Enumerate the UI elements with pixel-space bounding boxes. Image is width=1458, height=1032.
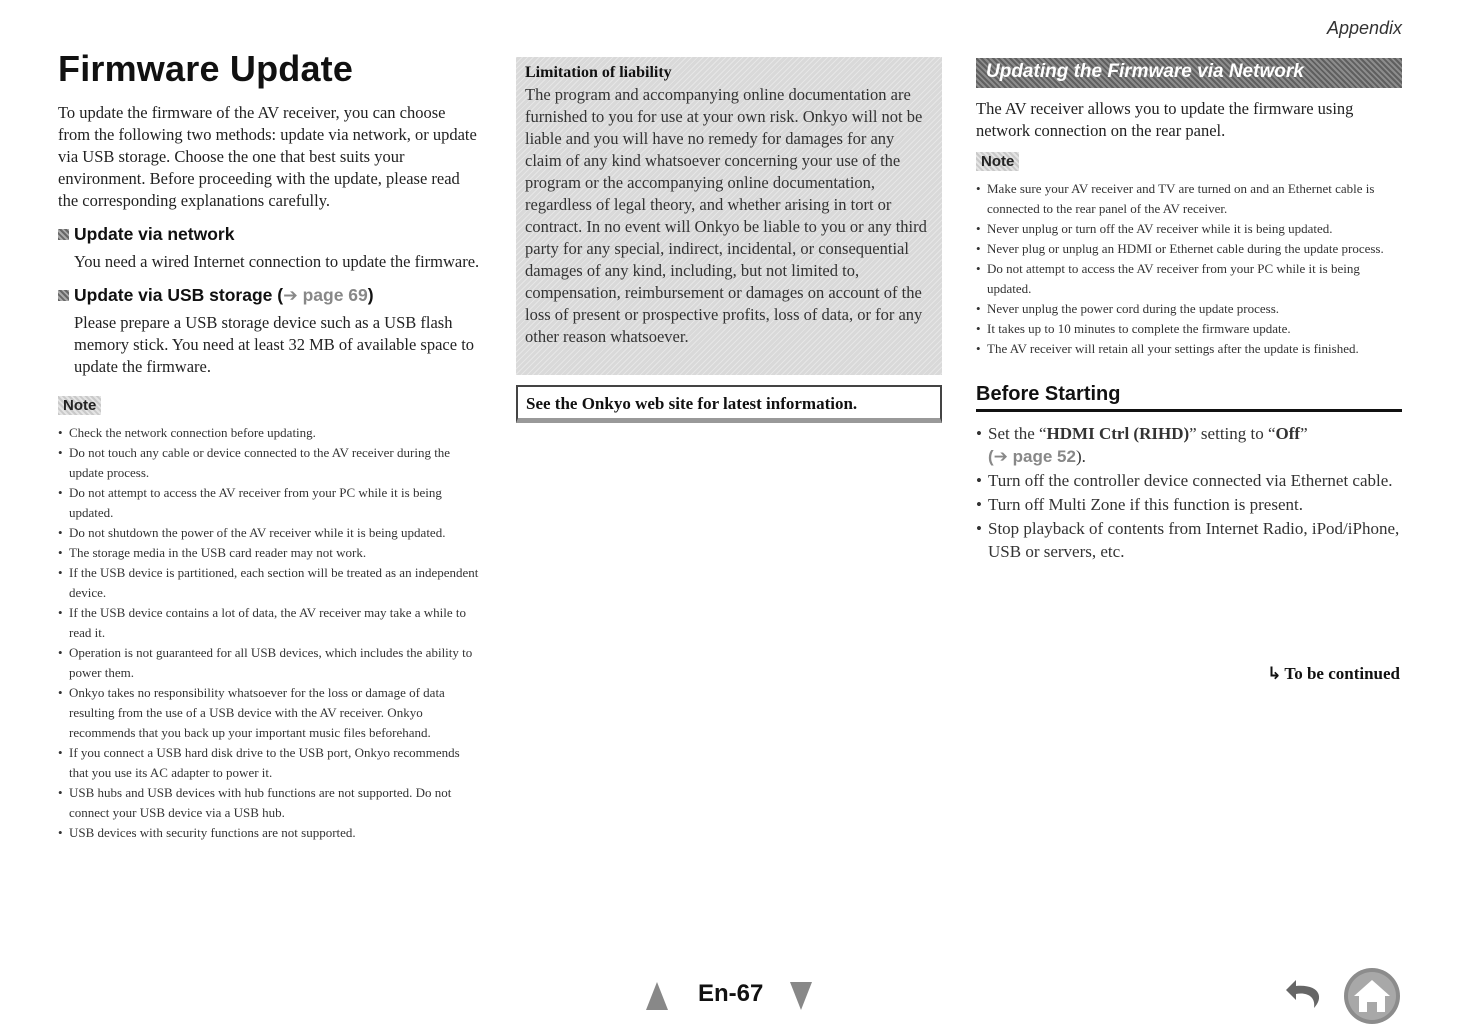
- list-item: [976, 422, 1402, 468]
- text: ”: [1300, 424, 1308, 443]
- before-starting-heading: Before Starting: [976, 383, 1402, 412]
- liability-title: Limitation of liability: [525, 64, 672, 81]
- note-list: [58, 423, 480, 843]
- text: ).: [1075, 447, 1086, 466]
- square-bullet-icon: [58, 290, 69, 301]
- network-subheading-text: Update via network: [74, 224, 235, 244]
- liability-body: The program and accompanying online documentation are furnished to you for use at your own risk. Onkyo will not be liable and you will have no remedy for damages for any claim of any kind whatsoever concerning your use of the program or the accompanying online documentation, regardless of legal theory, and whether arising in tort or contract. In no event will Onkyo be liable to you or any third party for any special, indirect, incidental, or consequential damages of any kind, including, but not limited to, compensation, reimbursement or damages on account of the loss of present or prospective profits, loss of data, or for any other reason whatsoever.: [525, 85, 927, 346]
- list-item: • Never unplug or turn off the AV receiver while it is being updated.: [976, 219, 1402, 239]
- network-intro: The AV receiver allows you to update the firmware using network connection on the rear panel.: [976, 99, 1354, 140]
- list-item: • USB devices with security functions are not supported.: [58, 823, 480, 843]
- list-item: • The AV receiver will retain all your settings after the update is finished.: [976, 339, 1402, 359]
- liability-box: [516, 57, 942, 375]
- list-item: • Do not attempt to access the AV receiver from your PC while it is being updated.: [976, 259, 1402, 299]
- list-item: • Make sure your AV receiver and TV are turned on and an Ethernet cable is connected to the rear panel of the AV receiver.: [976, 179, 1402, 219]
- before-starting-list: [976, 422, 1402, 563]
- list-item: • Do not shutdown the power of the AV receiver while it is being updated.: [58, 523, 480, 543]
- home-icon[interactable]: [1342, 966, 1402, 1026]
- list-item: • Turn off the controller device connected via Ethernet cable.: [976, 469, 1402, 492]
- list-item: • Do not touch any cable or device connected to the AV receiver during the update process.: [58, 443, 480, 483]
- network-subheading: [58, 224, 480, 245]
- square-bullet-icon: [58, 229, 69, 240]
- list-item: • USB hubs and USB devices with hub functions are not supported. Do not connect your USB device via a USB hub.: [58, 783, 480, 823]
- text: Set the “: [988, 424, 1047, 443]
- network-section-header: Updating the Firmware via Network: [976, 58, 1402, 88]
- list-item: • Do not attempt to access the AV receiver from your PC while it is being updated.: [58, 483, 480, 523]
- prev-page-icon[interactable]: [646, 982, 668, 1010]
- network-body: You need a wired Internet connection to update the firmware.: [74, 252, 480, 271]
- list-item: • Onkyo takes no responsibility whatsoever for the loss or damage of data resulting from the use of a USB device with the AV receiver. Onkyo recommends that you back up your important music files beforehand.: [58, 683, 480, 743]
- list-item: • Stop playback of contents from Internet Radio, iPod/iPhone, USB or servers, etc.: [976, 517, 1402, 563]
- list-item: • If the USB device is partitioned, each section will be treated as an independent device.: [58, 563, 480, 603]
- list-item: • The storage media in the USB card reader may not work.: [58, 543, 480, 563]
- list-item: • If you connect a USB hard disk drive to the USB port, Onkyo recommends that you use its AC adapter to power it.: [58, 743, 480, 783]
- continued-text: To be continued: [1284, 664, 1400, 683]
- page-52-link[interactable]: (➔ page 52: [988, 447, 1076, 466]
- website-notice-box: See the Onkyo web site for latest information.: [516, 385, 942, 423]
- list-item: • Never unplug the power cord during the update process.: [976, 299, 1402, 319]
- next-page-icon[interactable]: [790, 982, 812, 1010]
- note-badge: Note: [58, 396, 101, 415]
- list-item: • Turn off Multi Zone if this function is present.: [976, 493, 1402, 516]
- list-item: • Never plug or unplug an HDMI or Ethernet cable during the update process.: [976, 239, 1402, 259]
- network-note-list: [976, 179, 1402, 359]
- to-be-continued: [1267, 664, 1400, 684]
- right-column: [976, 58, 1402, 564]
- list-item: • If the USB device contains a lot of data, the AV receiver may take a while to read it.: [58, 603, 480, 643]
- text: ” setting to “: [1189, 424, 1276, 443]
- back-icon[interactable]: [1284, 970, 1330, 1016]
- list-item: • Operation is not guaranteed for all USB devices, which includes the ability to power them.: [58, 643, 480, 683]
- setting-value: Off: [1275, 424, 1301, 443]
- page-title: Firmware Update: [58, 48, 354, 89]
- list-item: • It takes up to 10 minutes to complete the firmware update.: [976, 319, 1402, 339]
- left-column: [58, 48, 480, 843]
- section-label: Appendix: [1326, 18, 1402, 38]
- page-number: En-67: [698, 980, 764, 1007]
- note-badge: Note: [976, 152, 1019, 171]
- intro-paragraph: To update the firmware of the AV receiver, you can choose from the following two methods: update via network, or update via USB storage. Choose the one that best suits your environment. Before proceeding with the update, please read the corresponding explanations carefully.: [58, 103, 477, 210]
- page-69-link[interactable]: ➔ page 69: [283, 285, 368, 305]
- list-item: • Check the network connection before updating.: [58, 423, 480, 443]
- setting-name: HDMI Ctrl (RIHD): [1046, 424, 1190, 443]
- usb-body: Please prepare a USB storage device such as a USB flash memory stick. You need at least 32 MB of available space to update the firmware.: [74, 313, 475, 376]
- continue-arrow-icon: ↳: [1267, 664, 1282, 683]
- usb-subheading: [58, 285, 480, 306]
- usb-subheading-text: Update via USB storage (: [74, 285, 284, 305]
- usb-subheading-close: ): [367, 285, 374, 305]
